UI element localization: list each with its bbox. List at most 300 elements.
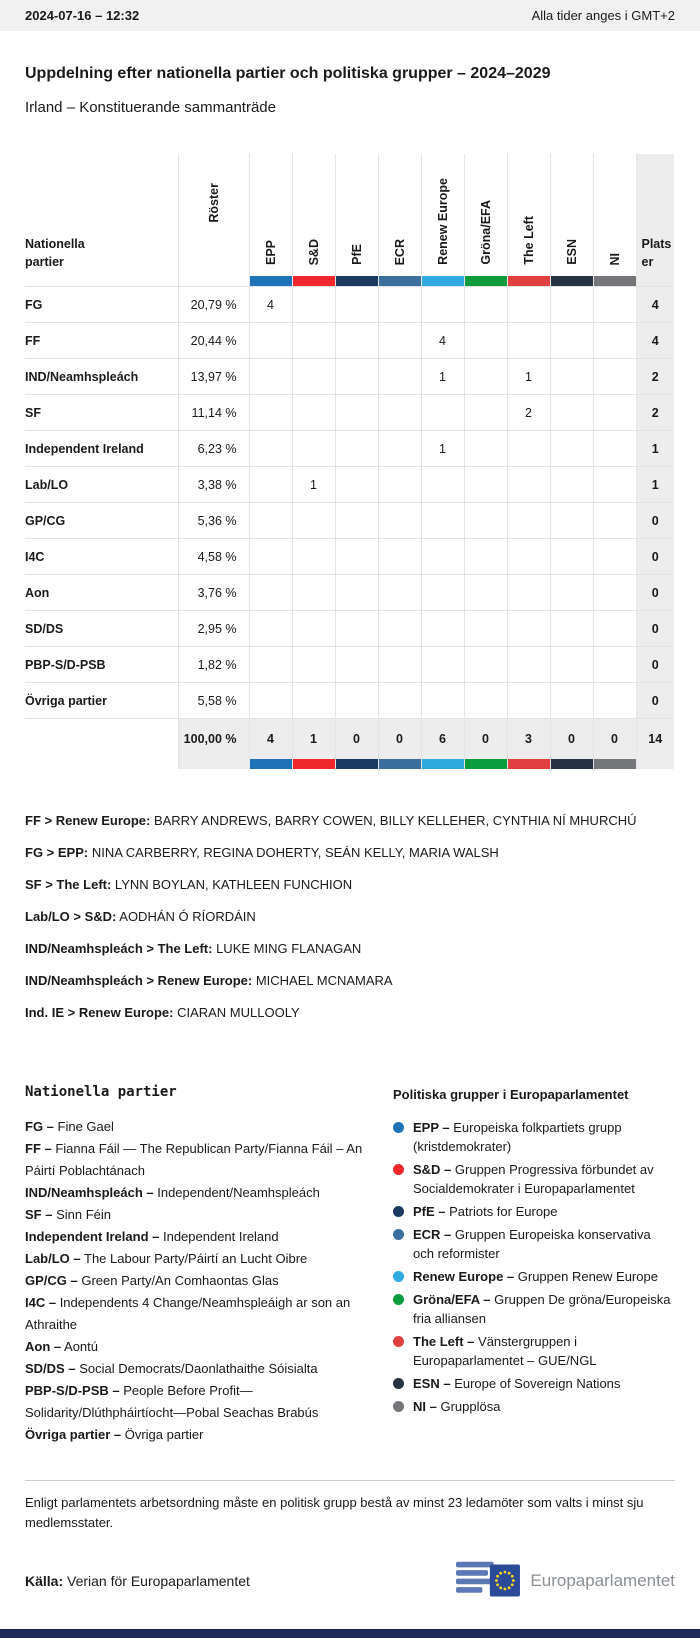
party-abbr: Aon – [25, 1339, 62, 1354]
votes-cell: 13,97 % [178, 359, 249, 395]
assignment-names: MICHAEL MCNAMARA [252, 973, 393, 988]
group-seats-cell [421, 539, 464, 575]
group-header-label: ECR [392, 238, 407, 265]
group-header-label: S&D [306, 238, 321, 265]
votes-cell: 3,38 % [178, 467, 249, 503]
party-legend-list [25, 1116, 373, 1446]
timezone-note: Alla tider anges i GMT+2 [531, 8, 675, 23]
group-seats-cell [378, 431, 421, 467]
group-seats-cell [335, 575, 378, 611]
group-seats-cell [550, 575, 593, 611]
party-full-name: Övriga partier [121, 1427, 204, 1442]
assignment-line [25, 845, 675, 860]
group-color-dot-icon [393, 1229, 404, 1240]
party-full-name: Independent/Neamhspleách [153, 1185, 320, 1200]
group-bar-cell [378, 276, 421, 287]
table-row [25, 575, 674, 611]
assignment-line [25, 813, 675, 828]
group-legend-item [393, 1332, 675, 1370]
top-color-bar-row [25, 276, 674, 287]
group-seats-cell [550, 431, 593, 467]
group-seats-cell [335, 395, 378, 431]
group-color-bar [465, 276, 507, 286]
group-seats-cell [464, 359, 507, 395]
group-color-bar [379, 276, 421, 286]
group-color-bar [508, 276, 550, 286]
assignment-line [25, 973, 675, 988]
group-seats-cell [464, 287, 507, 323]
group-legend-text [413, 1397, 500, 1416]
votes-cell: 11,14 % [178, 395, 249, 431]
group-header-label: The Left [521, 216, 536, 265]
party-legend-title: Nationella partier [25, 1084, 177, 1100]
party-legend-item [25, 1424, 373, 1446]
table-row [25, 467, 674, 503]
assignment-line [25, 941, 675, 956]
group-seats-cell [335, 323, 378, 359]
group-seats-cell: 1 [421, 359, 464, 395]
party-cell: PBP-S/D-PSB [25, 647, 178, 683]
table-row [25, 395, 674, 431]
group-seats-cell [507, 323, 550, 359]
europaparlamentet-logo [456, 1557, 675, 1604]
seats-cell: 2 [636, 395, 674, 431]
votes-cell: 6,23 % [178, 431, 249, 467]
seats-cell: 0 [636, 539, 674, 575]
group-abbr: Renew Europe – [413, 1269, 515, 1284]
group-seats-cell [292, 359, 335, 395]
group-seats-cell [464, 395, 507, 431]
party-cell: I4C [25, 539, 178, 575]
parliament-logo-icon [456, 1557, 520, 1604]
footer-divider [25, 1480, 675, 1481]
group-column-header [464, 154, 507, 276]
group-seats-cell [550, 647, 593, 683]
group-seats-cell [292, 611, 335, 647]
group-seats-cell [550, 503, 593, 539]
group-legend-text [413, 1374, 620, 1393]
group-seats-cell [335, 647, 378, 683]
group-seats-cell [507, 287, 550, 323]
assignment-label: FG > EPP: [25, 845, 89, 860]
group-abbr: ECR – [413, 1227, 452, 1242]
group-color-dot-icon [393, 1378, 404, 1389]
party-full-name: People Before Profit—Solidarity/Dlúthpháirtíocht—Pobal Seachas Brabús [25, 1383, 319, 1420]
group-seats-cell [292, 395, 335, 431]
group-seats-cell [378, 503, 421, 539]
group-color-bar [250, 759, 292, 769]
group-seats-cell [593, 467, 636, 503]
group-bar-cell [507, 276, 550, 287]
votes-cell: 20,79 % [178, 287, 249, 323]
group-seats-cell [550, 323, 593, 359]
group-seats-cell [335, 683, 378, 719]
group-seats-cell [507, 683, 550, 719]
group-seats-cell [421, 611, 464, 647]
total-row [25, 719, 674, 760]
spacer-cell [178, 276, 249, 287]
group-seats-cell [507, 467, 550, 503]
group-seats-cell [421, 395, 464, 431]
group-seats-cell [292, 575, 335, 611]
party-abbr: I4C – [25, 1295, 57, 1310]
group-bar-cell [292, 276, 335, 287]
group-full-name: Gruppen Europeiska konservativa och reformister [413, 1227, 651, 1261]
source-text: Verian för Europaparlamentet [63, 1572, 250, 1589]
group-seats-cell [378, 611, 421, 647]
group-legend-item [393, 1290, 675, 1328]
table-row [25, 611, 674, 647]
votes-cell: 5,36 % [178, 503, 249, 539]
group-seats-cell [421, 575, 464, 611]
group-seats-cell [507, 503, 550, 539]
group-full-name: Gruppen De gröna/Europeiska fria alliansen [413, 1292, 671, 1326]
group-seats-cell [378, 395, 421, 431]
party-abbr: SF – [25, 1207, 53, 1222]
group-seats-cell [550, 287, 593, 323]
bottom-color-bar-row [25, 759, 674, 769]
group-color-bar [379, 759, 421, 769]
group-seats-cell [378, 683, 421, 719]
group-color-bar [594, 759, 636, 769]
group-seats-cell [593, 611, 636, 647]
total-group-cell: 0 [593, 719, 636, 760]
group-seats-cell [292, 431, 335, 467]
party-abbr: GP/CG – [25, 1273, 78, 1288]
group-seats-cell: 1 [421, 431, 464, 467]
group-color-bar [551, 759, 593, 769]
group-color-bar [336, 759, 378, 769]
group-seats-cell [464, 503, 507, 539]
group-header-label: Renew Europe [435, 178, 450, 265]
party-legend-item [25, 1116, 373, 1138]
group-abbr: The Left – [413, 1334, 475, 1349]
group-bar-cell [464, 276, 507, 287]
party-cell: Övriga partier [25, 683, 178, 719]
group-color-bar [508, 759, 550, 769]
total-group-cell: 0 [335, 719, 378, 760]
group-full-name: Europeiska folkpartiets grupp (kristdemokrater) [413, 1120, 622, 1154]
group-seats-cell [335, 359, 378, 395]
party-cell: SD/DS [25, 611, 178, 647]
group-seats-cell [421, 467, 464, 503]
group-seats-cell [335, 431, 378, 467]
group-seats-cell [249, 431, 292, 467]
table-body [25, 287, 674, 719]
spacer-cell [636, 759, 674, 769]
group-seats-cell [464, 683, 507, 719]
group-full-name: Gruppen Renew Europe [514, 1269, 658, 1284]
report-datetime: 2024-07-16 – 12:32 [25, 8, 140, 23]
group-legend-item [393, 1397, 675, 1416]
group-color-bar [336, 276, 378, 286]
table-row [25, 287, 674, 323]
group-seats-cell [593, 647, 636, 683]
table-row [25, 431, 674, 467]
party-abbr: Independent Ireland – [25, 1229, 160, 1244]
group-seats-cell [335, 503, 378, 539]
party-abbr: SD/DS – [25, 1361, 76, 1376]
assignment-line [25, 909, 675, 924]
votes-cell: 2,95 % [178, 611, 249, 647]
group-bar-cell [421, 276, 464, 287]
group-seats-cell [249, 575, 292, 611]
group-color-bar [293, 759, 335, 769]
spacer-cell [25, 759, 178, 769]
group-header-label: ESN [564, 239, 579, 265]
total-group-cell: 1 [292, 719, 335, 760]
group-header-label: EPP [263, 239, 278, 265]
votes-cell: 1,82 % [178, 647, 249, 683]
source-label [25, 1573, 250, 1589]
group-seats-cell [507, 611, 550, 647]
group-color-dot-icon [393, 1122, 404, 1133]
group-header-label: Gröna/EFA [478, 200, 493, 265]
group-color-bar [594, 276, 636, 286]
bottom-accent-bar [0, 1629, 700, 1638]
group-color-dot-icon [393, 1401, 404, 1412]
group-color-dot-icon [393, 1271, 404, 1282]
group-color-dot-icon [393, 1164, 404, 1175]
group-seats-cell: 4 [421, 323, 464, 359]
votes-header-label: Röster [206, 183, 221, 223]
group-full-name: Europe of Sovereign Nations [450, 1376, 621, 1391]
table-row [25, 647, 674, 683]
group-seats-cell [507, 539, 550, 575]
party-legend-item [25, 1248, 373, 1270]
group-seats-cell [464, 539, 507, 575]
group-column-header [335, 154, 378, 276]
group-column-header [292, 154, 335, 276]
party-full-name: Green Party/An Comhaontas Glas [77, 1273, 279, 1288]
party-cell: FG [25, 287, 178, 323]
group-column-header [421, 154, 464, 276]
group-column-header [593, 154, 636, 276]
group-seats-cell [507, 431, 550, 467]
seats-cell: 2 [636, 359, 674, 395]
group-legend-item [393, 1118, 675, 1156]
group-seats-cell [550, 539, 593, 575]
party-full-name: Social Democrats/Daonlathaithe Sóisialta [75, 1361, 318, 1376]
party-cell: Lab/LO [25, 467, 178, 503]
group-legend-text [413, 1225, 675, 1263]
assignment-line [25, 877, 675, 892]
group-color-dot-icon [393, 1294, 404, 1305]
group-seats-cell [593, 323, 636, 359]
group-bar-cell [593, 276, 636, 287]
group-seats-cell [550, 467, 593, 503]
group-seats-cell: 4 [249, 287, 292, 323]
party-cell: SF [25, 395, 178, 431]
group-legend-text [413, 1290, 675, 1328]
party-cell: GP/CG [25, 503, 178, 539]
votes-cell: 5,58 % [178, 683, 249, 719]
group-seats-cell [249, 323, 292, 359]
group-legend-text [413, 1202, 558, 1221]
group-bar-cell [593, 759, 636, 769]
page-title: Uppdelning efter nationella partier och politiska grupper – 2024–2029 [25, 65, 551, 82]
group-legend-text [413, 1160, 675, 1198]
group-seats-cell [249, 395, 292, 431]
group-seats-cell [593, 539, 636, 575]
group-header-label: PfE [349, 244, 364, 265]
table-header-row [25, 154, 674, 276]
seats-cell: 0 [636, 683, 674, 719]
group-abbr: NI – [413, 1399, 437, 1414]
group-seats-cell [292, 287, 335, 323]
group-seats-cell [378, 359, 421, 395]
group-bar-cell [292, 759, 335, 769]
assignment-names: LYNN BOYLAN, KATHLEEN FUNCHION [111, 877, 353, 892]
group-abbr: PfE – [413, 1204, 446, 1219]
group-seats-cell [292, 647, 335, 683]
assignment-label: IND/Neamhspleách > Renew Europe: [25, 973, 253, 988]
group-seats-cell: 1 [292, 467, 335, 503]
party-abbr: FG – [25, 1119, 54, 1134]
party-legend-item [25, 1358, 373, 1380]
assignment-label: Lab/LO > S&D: [25, 909, 117, 924]
group-seats-cell [249, 611, 292, 647]
group-legend-text [413, 1267, 658, 1286]
group-seats-cell [464, 647, 507, 683]
votes-column-header [178, 154, 249, 276]
group-seats-cell [550, 395, 593, 431]
party-legend-item [25, 1336, 373, 1358]
group-seats-cell [593, 395, 636, 431]
group-seats-cell [421, 503, 464, 539]
spacer-cell [178, 759, 249, 769]
party-header-label: Nationella partier [25, 236, 85, 270]
seats-cell: 4 [636, 323, 674, 359]
top-bar [0, 0, 700, 31]
assignment-label: SF > The Left: [25, 877, 112, 892]
group-color-bar [422, 759, 464, 769]
party-cell: Aon [25, 575, 178, 611]
footer-note: Enligt parlamentets arbetsordning måste en politisk grupp bestå av minst 23 ledamöter som valts i minst sju medlemsstater. [25, 1495, 644, 1531]
group-seats-cell [421, 647, 464, 683]
party-full-name: Independents 4 Change/Neamhspleáigh ar son an Athraithe [25, 1295, 351, 1332]
group-bar-cell [550, 759, 593, 769]
group-column-header [249, 154, 292, 276]
total-group-cell: 0 [550, 719, 593, 760]
votes-cell: 3,76 % [178, 575, 249, 611]
assignment-names: LUKE MING FLANAGAN [212, 941, 362, 956]
logo-text: Europaparlamentet [530, 1570, 675, 1590]
table-row [25, 359, 674, 395]
group-bar-cell [335, 276, 378, 287]
group-seats-cell [335, 611, 378, 647]
party-cell: IND/Neamhspleách [25, 359, 178, 395]
group-seats-cell [378, 647, 421, 683]
group-seats-cell [550, 611, 593, 647]
seats-cell: 4 [636, 287, 674, 323]
party-legend-item [25, 1380, 373, 1424]
group-bar-cell [507, 759, 550, 769]
table-row [25, 503, 674, 539]
party-cell: Independent Ireland [25, 431, 178, 467]
group-seats-cell [593, 431, 636, 467]
group-seats-cell [335, 539, 378, 575]
legend-section [25, 1084, 675, 1446]
spacer-cell [25, 276, 178, 287]
group-legend-text [413, 1118, 675, 1156]
total-group-cell: 0 [378, 719, 421, 760]
group-legend-item [393, 1374, 675, 1393]
group-seats-cell [292, 503, 335, 539]
group-color-dot-icon [393, 1336, 404, 1347]
group-seats-cell [249, 359, 292, 395]
group-seats-cell [249, 467, 292, 503]
group-seats-cell [335, 287, 378, 323]
party-full-name: Fine Gael [53, 1119, 114, 1134]
assignments-list [25, 813, 675, 1020]
group-seats-cell [421, 683, 464, 719]
source-bold: Källa: [25, 1572, 64, 1589]
assignment-names: AODHÁN Ó RÍORDÁIN [116, 909, 256, 924]
table-row [25, 683, 674, 719]
party-legend-item [25, 1138, 373, 1182]
total-group-cell: 0 [464, 719, 507, 760]
total-group-cell: 3 [507, 719, 550, 760]
group-seats-cell [550, 359, 593, 395]
assignment-label: FF > Renew Europe: [25, 813, 151, 828]
group-bar-cell [249, 276, 292, 287]
group-bar-cell [421, 759, 464, 769]
assignment-label: IND/Neamhspleách > The Left: [25, 941, 213, 956]
group-column-header [550, 154, 593, 276]
group-color-bar [422, 276, 464, 286]
seats-cell: 0 [636, 647, 674, 683]
party-abbr: Övriga partier – [25, 1427, 122, 1442]
party-cell: FF [25, 323, 178, 359]
table-row [25, 539, 674, 575]
group-seats-cell [464, 575, 507, 611]
group-seats-cell [464, 467, 507, 503]
group-full-name: Gruppen Progressiva förbundet av Socialdemokrater i Europaparlamentet [413, 1162, 654, 1196]
total-group-cell: 4 [249, 719, 292, 760]
assignment-names: BARRY ANDREWS, BARRY COWEN, BILLY KELLEHER, CYNTHIA NÍ MHURCHÚ [150, 813, 637, 828]
total-seats-cell: 14 [636, 719, 674, 760]
party-abbr: PBP-S/D-PSB – [25, 1383, 120, 1398]
group-seats-cell [292, 683, 335, 719]
seats-cell: 0 [636, 575, 674, 611]
group-seats-cell [507, 647, 550, 683]
group-full-name: Vänstergruppen i Europaparlamentet – GUE/NGL [413, 1334, 597, 1368]
group-seats-cell [593, 287, 636, 323]
seats-cell: 0 [636, 503, 674, 539]
group-seats-cell [421, 287, 464, 323]
group-full-name: Grupplösa [436, 1399, 501, 1414]
group-seats-cell [593, 683, 636, 719]
group-seats-cell [249, 647, 292, 683]
group-seats-cell [464, 431, 507, 467]
total-group-cell: 6 [421, 719, 464, 760]
group-abbr: EPP – [413, 1120, 450, 1135]
party-full-name: Sinn Féin [52, 1207, 112, 1222]
party-abbr: IND/Neamhspleách – [25, 1185, 154, 1200]
group-seats-cell [378, 323, 421, 359]
votes-cell: 20,44 % [178, 323, 249, 359]
group-seats-cell [593, 503, 636, 539]
group-seats-cell: 1 [507, 359, 550, 395]
group-legend [393, 1084, 675, 1446]
group-seats-cell [464, 323, 507, 359]
group-full-name: Patriots for Europe [445, 1204, 558, 1219]
group-seats-cell [550, 683, 593, 719]
group-bar-cell [249, 759, 292, 769]
party-legend [25, 1084, 373, 1446]
seats-cell: 0 [636, 611, 674, 647]
